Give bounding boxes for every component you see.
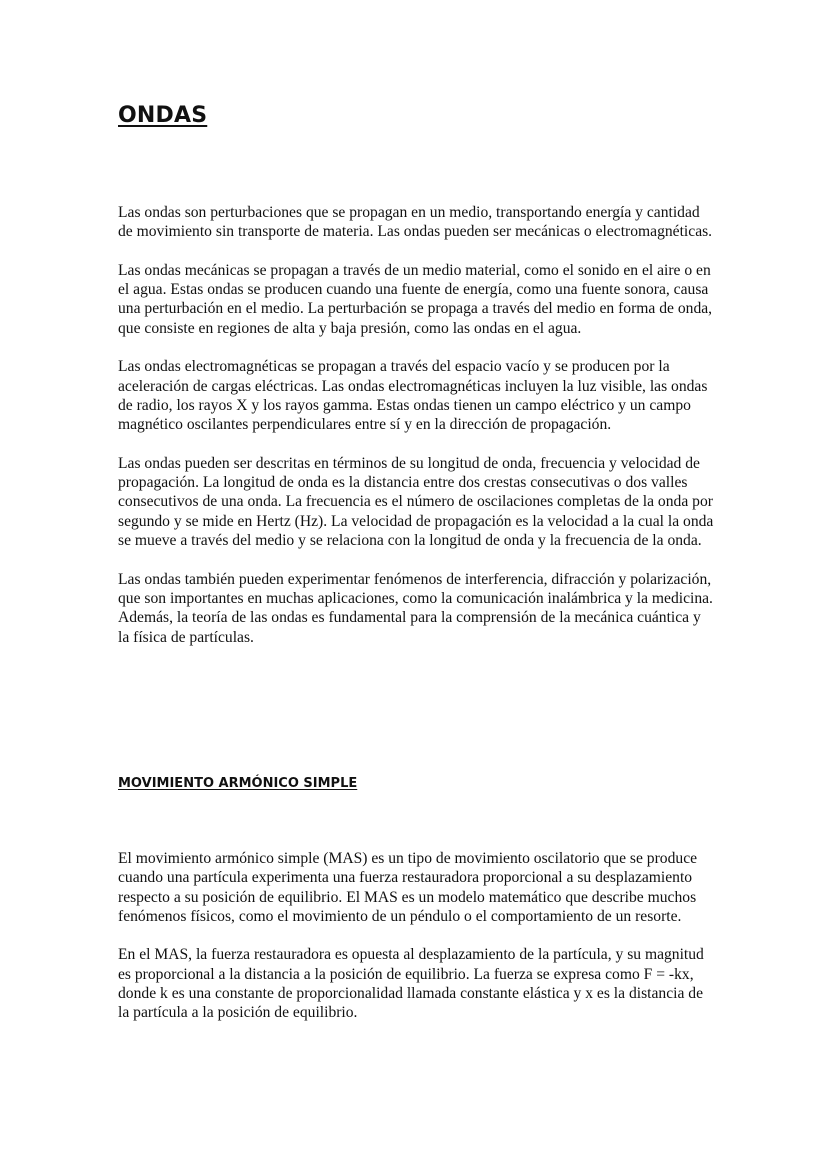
paragraph-electromagnetic-waves: Las ondas electromagnéticas se propagan a través del espacio vacío y se producen por la aceleración de cargas eléctricas. Las ondas electromagnéticas incluyen la luz visible, las ondas de radio, los rayos X y los rayos gamma. Estas ondas tienen un campo eléctrico y un campo magnético oscilantes perpendiculares entre sí y en la dirección de propagación.: [118, 358, 708, 434]
paragraph-mas-definition: El movimiento armónico simple (MAS) es un tipo de movimiento oscilatorio que se produce cuando una partícula experimenta una fuerza restauradora proporcional a su desplazamiento respecto a su posición de equilibrio. El MAS es un modelo matemático que describe muchos fenómenos físicos, como el movimiento de un péndulo o el comportamiento de un resorte.: [118, 850, 698, 925]
section-title-mas: MOVIMIENTO ARMÓNICO SIMPLE: [118, 776, 358, 791]
paragraph-mechanical-waves: Las ondas mecánicas se propagan a través de un medio material, como el sonido en el aire o en el agua. Estas ondas se producen cuando una fuente de energía, como una fuente sonora, causa una perturbación en el medio. La perturbación se propaga a través del medio en forma de onda, que consiste en regiones de alta y baja presión, como las ondas en el agua.: [118, 261, 713, 337]
paragraph-wave-phenomena: Las ondas también pueden experimentar fenómenos de interferencia, difracción y polarización, que son importantes en muchas aplicaciones, como la comunicación inalámbrica y la medicina. Además, la teoría de las ondas es fundamental para la comprensión de la mecánica cuántica y la física de partículas.: [118, 570, 713, 646]
paragraph-wave-properties: Las ondas pueden ser descritas en términos de su longitud de onda, frecuencia y velocidad de propagación. La longitud de onda es la distancia entre dos crestas consecutivas o dos valles consecutivos de una onda. La frecuencia es el número de oscilaciones completas de la onda por segundo y se mide en Hertz (Hz). La velocidad de propagación es la velocidad a la cual la onda se mueve a través del medio y se relaciona con la longitud de onda y la frecuencia de la onda.: [118, 454, 714, 550]
paragraph-mas-force: En el MAS, la fuerza restauradora es opuesta al desplazamiento de la partícula, y su magnitud es proporcional a la distancia a la posición de equilibrio. La fuerza se expresa como F = -kx, donde k es una constante de proporcionalidad llamada constante elástica y x es la distancia de la partícula a la posición de equilibrio.: [118, 946, 704, 1022]
paragraph-intro: Las ondas son perturbaciones que se propagan en un medio, transportando energía y cantidad de movimiento sin transporte de materia. Las ondas pueden ser mecánicas o electromagnéticas.: [118, 204, 713, 241]
mas-section: [118, 849, 714, 1023]
ondas-section: [118, 203, 714, 647]
document-title: ONDAS: [118, 103, 208, 128]
